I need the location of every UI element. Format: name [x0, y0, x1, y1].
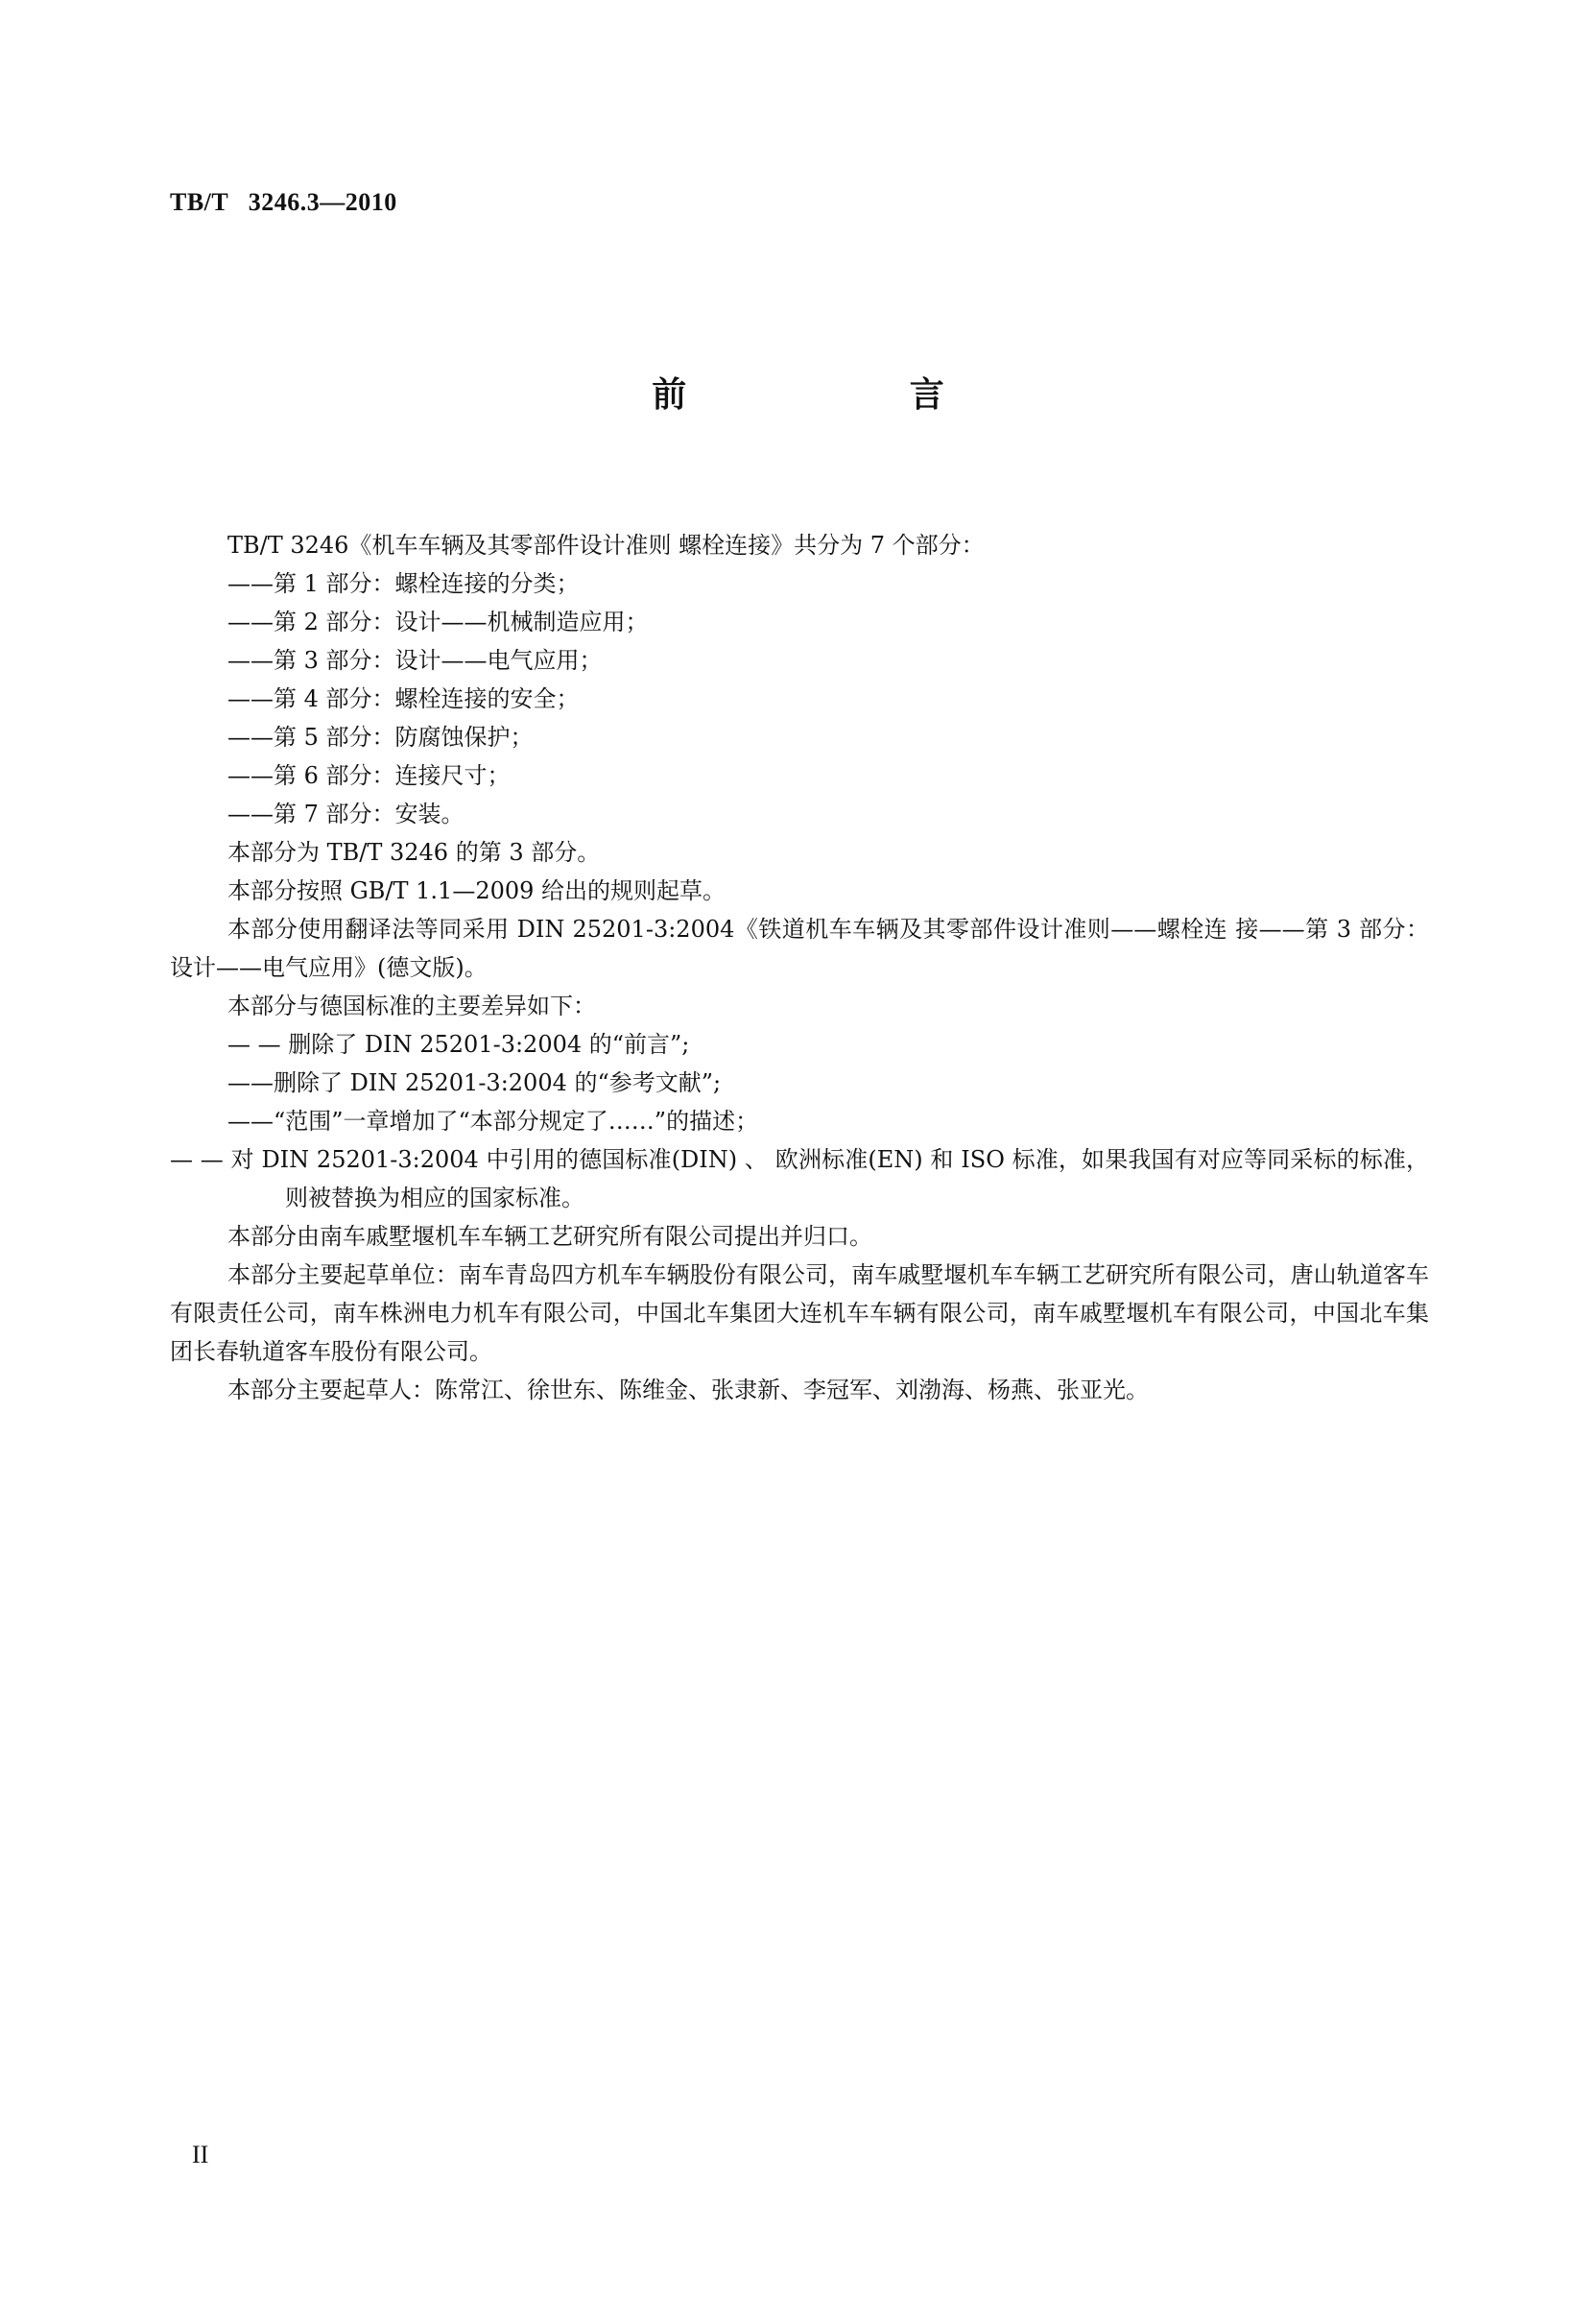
- paragraph-drafting-units: 本部分主要起草单位：南车青岛四方机车车辆股份有限公司，南车戚墅堰机车车辆工艺研究所有限公司，唐山轨道客车有限责任公司，南车株洲电力机车有限公司，中国北车集团大连机车车辆有限公司，南车戚墅堰机车有限公司，中国北车集团长春轨道客车股份有限公司。: [170, 1261, 1429, 1365]
- standard-code: TB/T 3246.3—2010: [170, 188, 397, 216]
- paragraph-part-statement: 本部分为 TB/T 3246 的第 3 部分。: [227, 839, 601, 866]
- list-item-part-4: ——第 4 部分：螺栓连接的安全；: [227, 685, 580, 712]
- list-item-part-3: ——第 3 部分：设计——电气应用；: [227, 647, 603, 674]
- list-item-difference-3: ——“范围”一章增加了“本部分规定了……”的描述；: [227, 1108, 759, 1135]
- document-body: [170, 526, 1429, 1409]
- paragraph-proposer: 本部分由南车戚墅堰机车车辆工艺研究所有限公司提出并归口。: [227, 1223, 872, 1250]
- list-item-difference-4: — — 对 DIN 25201-3:2004 中引用的德国标准(DIN) 、 欧洲标准(EN) 和 ISO 标准，如果我国有对应等同采标的标准，则被替换为相应的国家标准。: [170, 1146, 1429, 1211]
- paragraph-drafting-rules: 本部分按照 GB/T 1.1—2009 给出的规则起草。: [227, 877, 727, 904]
- paragraph-drafters: 本部分主要起草人：陈常江、徐世东、陈维金、张隶新、李冠军、刘渤海、杨燕、张亚光。: [227, 1377, 1149, 1403]
- list-item-difference-1: — — 删除了 DIN 25201-3:2004 的“前言”;: [227, 1031, 690, 1058]
- list-item-part-7: ——第 7 部分：安装。: [227, 801, 465, 827]
- page-number: II: [192, 2141, 209, 2168]
- page-title: 前 言: [652, 375, 1050, 415]
- list-item-part-2: ——第 2 部分：设计——机械制造应用；: [227, 609, 649, 635]
- paragraph-differences-intro: 本部分与德国标准的主要差异如下：: [227, 993, 596, 1019]
- paragraph-adoption: 本部分使用翻译法等同采用 DIN 25201-3:2004《铁道机车车辆及其零部件设计准则——螺栓连 接——第 3 部分：设计——电气应用》(德文版)。: [170, 916, 1429, 981]
- list-item-part-1: ——第 1 部分：螺栓连接的分类；: [227, 570, 580, 597]
- list-item-part-5: ——第 5 部分：防腐蚀保护；: [227, 724, 534, 751]
- paragraph-intro: TB/T 3246《机车车辆及其零部件设计准则 螺栓连接》共分为 7 个部分：: [227, 532, 985, 559]
- list-item-part-6: ——第 6 部分：连接尺寸；: [227, 762, 511, 789]
- list-item-difference-2: ——删除了 DIN 25201-3:2004 的“参考文献”;: [227, 1069, 722, 1096]
